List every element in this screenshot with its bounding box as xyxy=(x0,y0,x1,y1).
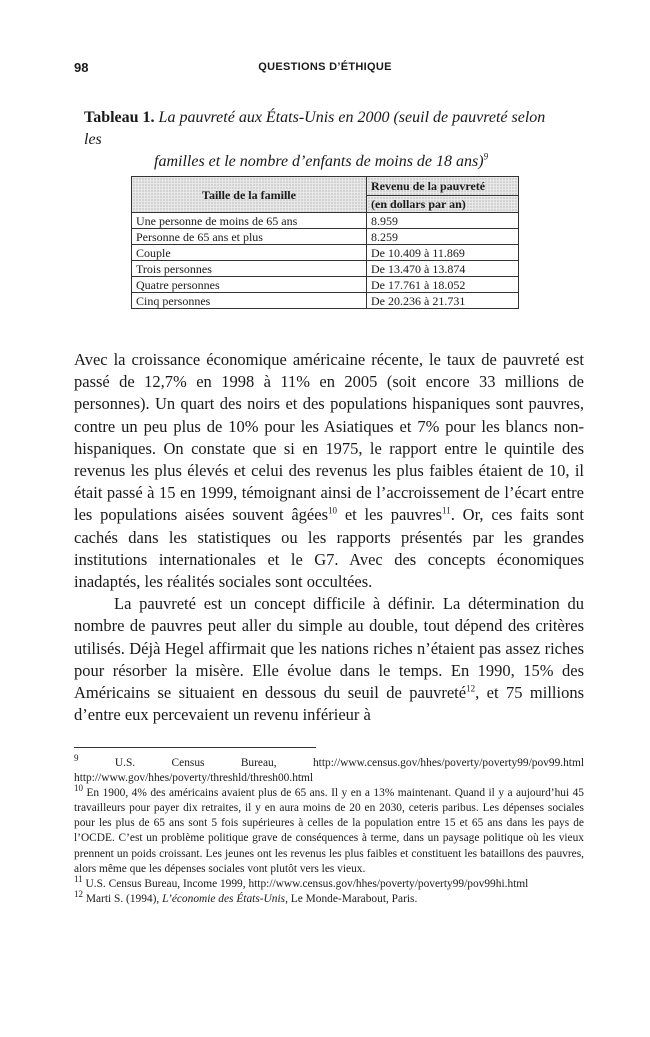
page-number: 98 xyxy=(74,60,89,75)
caption-title-line2-wrap xyxy=(84,151,564,173)
cell-income: 8.259 xyxy=(367,229,519,245)
footnote-divider xyxy=(74,747,316,748)
footnote-text: U.S. Census Bureau, Income 1999, http://www.census.gov/hhes/poverty/poverty99/pov99hi.html xyxy=(82,877,529,890)
table-row xyxy=(132,229,519,245)
footnote-ref-12: 12 xyxy=(466,683,476,694)
table-row xyxy=(132,293,519,309)
footnote-12 xyxy=(74,889,584,907)
footnote-number: 11 xyxy=(74,873,83,884)
cell-family-size: Une personne de moins de 65 ans xyxy=(132,213,367,229)
footnote-book-title: L’économie des États-Unis xyxy=(162,892,286,905)
caption-title-line1: La pauvreté aux États-Unis en 2000 (seuil de pauvreté selon les xyxy=(84,109,546,148)
footnote-text: U.S. Census Bureau, http://www.census.gov/hhes/poverty/poverty99/pov99.html http://www.gov/hhes/poverty/threshld/thresh00.html xyxy=(74,757,584,785)
caption-title-line2: familles et le nombre d’enfants de moins de 18 ans) xyxy=(154,153,484,170)
cell-family-size: Couple xyxy=(132,245,367,261)
cell-family-size: Personne de 65 ans et plus xyxy=(132,229,367,245)
footnote-text: Marti S. (1994), xyxy=(83,892,163,905)
paragraph-2 xyxy=(74,593,584,726)
paragraph-1-part-a: Avec la croissance économique américaine récente, le taux de pauvreté est passé de 12,7% en 1998 à 11% en 2005 (soit encore 33 millions de personnes). Un quart des noirs et des populations hispaniques sont pauvres, contre un peu plus de 10% pour les Asiatiques et 7% pour les blancs non-hispaniques. On constate que si en 1975, le rapport entre le quintile des revenus les plus élevés et celui des revenus les plus faibles étaient de 10, il était passé à 15 en 1999, témoignant ainsi de l’accroissement de l’écart entre les populations aisées souvent âgées xyxy=(74,350,584,525)
caption-label: Tableau 1. xyxy=(84,109,155,126)
table-row xyxy=(132,213,519,229)
paragraph-1-part-c: . Or, ces faits sont cachés dans les statistiques ou les rapports présentés par les grandes institutions internationales et le G7. Avec des concepts économiques inadaptés, les réalités sociales sont occultées. xyxy=(74,505,584,592)
cell-family-size: Quatre personnes xyxy=(132,277,367,293)
footnote-number: 9 xyxy=(74,753,79,764)
paragraph-1 xyxy=(74,349,584,593)
column-header-income-unit: (en dollars par an) xyxy=(367,196,519,213)
footnote-number: 10 xyxy=(74,783,83,794)
poverty-table xyxy=(131,176,519,309)
table-row xyxy=(132,277,519,293)
cell-family-size: Trois personnes xyxy=(132,261,367,277)
footnote-number: 12 xyxy=(74,889,83,900)
caption-note-ref: 9 xyxy=(483,151,489,162)
cell-income: De 20.236 à 21.731 xyxy=(367,293,519,309)
column-header-income: Revenu de la pauvreté xyxy=(367,177,519,196)
table-caption xyxy=(84,107,564,173)
footnote-11 xyxy=(74,873,584,892)
table-row xyxy=(132,245,519,261)
table-row xyxy=(132,261,519,277)
footnote-text: En 1900, 4% des américains avaient plus de 65 ans. Il y en a 13% maintenant. Quand il y a aujourd’hui 45 travailleurs pour payer dix retraites, il y en aura moins de 20 en 2030, ceteris paribus. Les dépenses sociales pour les plus de 65 ans sont 5 fois supérieures à celles de la population entre 15 et 65 ans dans les pays de l’OCDE. C’est un problème politique grave de conséquences à terme, dans un paysage politique où les vieux prennent un poids croissant. Les jeunes ont les revenus les plus faibles et constituent les bataillons des pauvres, alors même que les dépenses sociales vont plutôt vers les vieux. xyxy=(74,787,584,875)
footnote-text-end: , Le Monde-Marabout, Paris. xyxy=(285,892,418,905)
cell-income: De 13.470 à 13.874 xyxy=(367,261,519,277)
footnote-10 xyxy=(74,783,584,877)
cell-income: 8.959 xyxy=(367,213,519,229)
footnote-ref-10: 10 xyxy=(328,505,337,516)
footnote-ref-11: 11 xyxy=(442,505,451,516)
paragraph-1-part-b: et les pauvres xyxy=(337,505,443,525)
cell-family-size: Cinq personnes xyxy=(132,293,367,309)
cell-income: De 10.409 à 11.869 xyxy=(367,245,519,261)
paragraph-2-part-a: La pauvreté est un concept difficile à définir. La détermination du nombre de pauvres peut aller du simple au double, tout dépend des critères utilisés. Déjà Hegel affirmait que les nations riches n’étaient pas assez riches pour résorber la misère. Elle évolue dans le temps. En 1990, 15% des Américains se situaient en dessous du seuil de pauvreté xyxy=(74,594,584,703)
column-header-family-size: Taille de la famille xyxy=(132,177,367,213)
body-text xyxy=(74,349,584,726)
running-title: QUESTIONS D’ÉTHIQUE xyxy=(258,61,392,73)
footnote-9 xyxy=(74,753,584,786)
cell-income: De 17.761 à 18.052 xyxy=(367,277,519,293)
footnotes xyxy=(74,753,584,907)
paragraph-2-part-b: , et 75 millions d’entre eux percevaient un revenu inférieur à xyxy=(74,683,585,725)
